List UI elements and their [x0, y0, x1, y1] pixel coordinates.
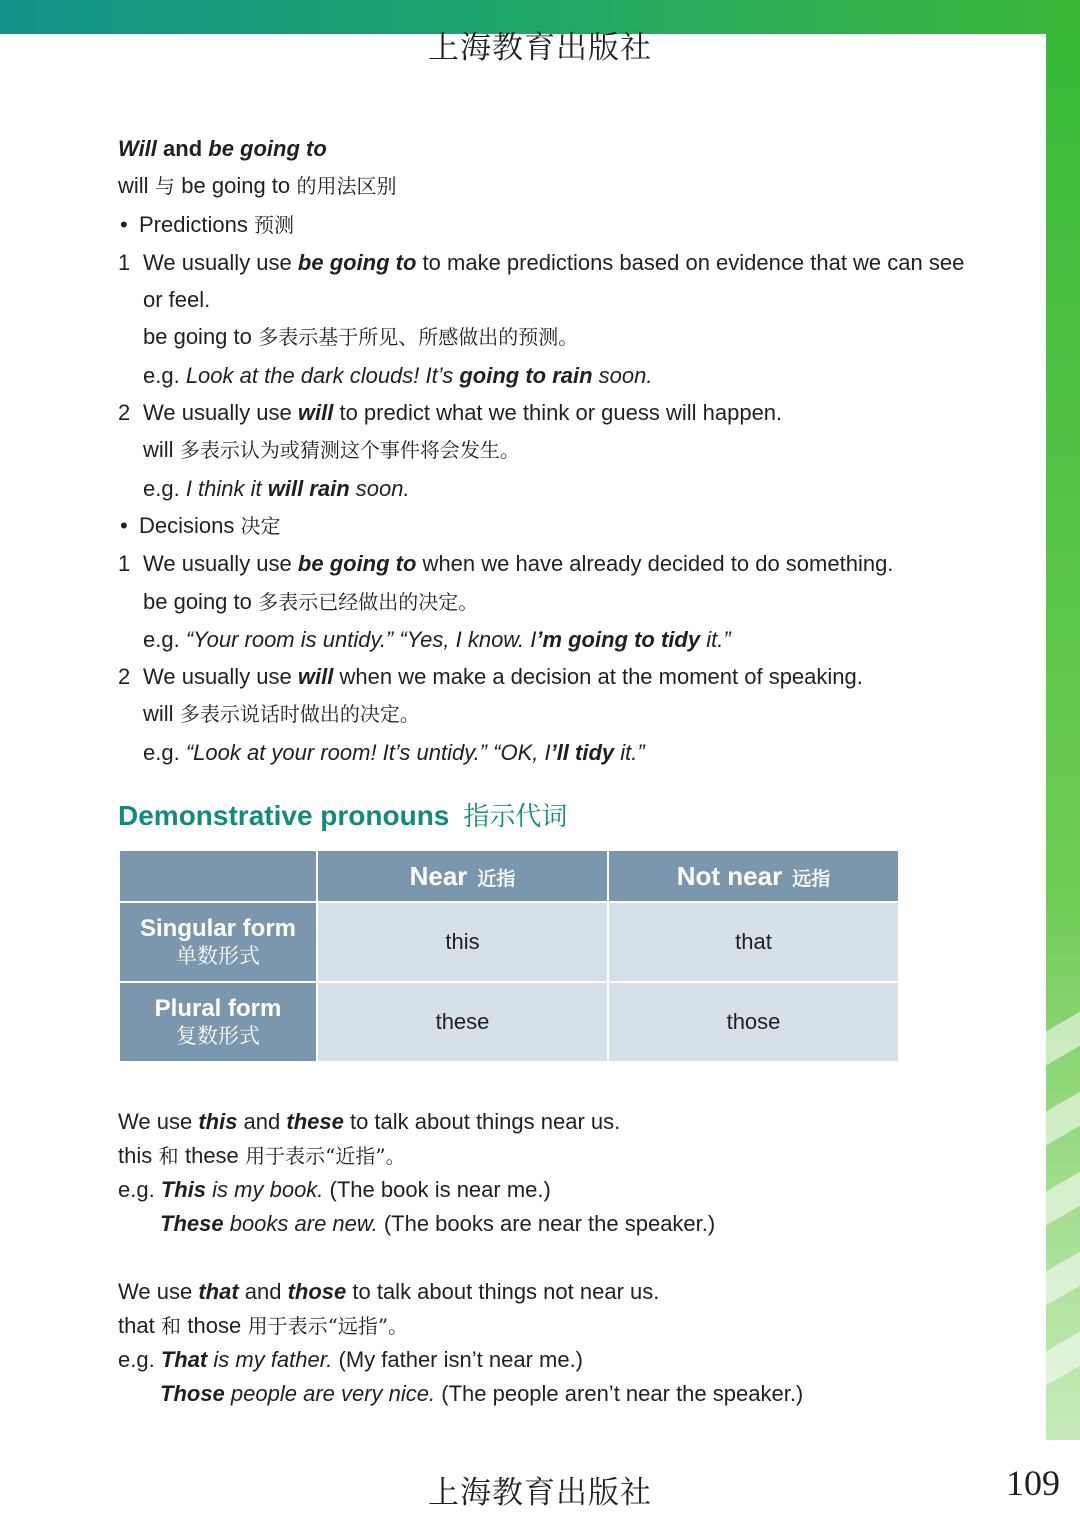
table-row [119, 982, 899, 1062]
decisions-bullet: • Decisions 决定 [120, 512, 281, 538]
side-color-bar [1046, 34, 1080, 1440]
prediction-example-2: e.g. I think it will rain soon. [143, 475, 410, 501]
cell-plural-far: those [608, 982, 899, 1062]
predictions-bullet: • Predictions 预测 [120, 211, 294, 237]
far-rule-zh: that 和 those 用于表示“远指”。 [118, 1313, 409, 1338]
grammar-section [118, 130, 1008, 771]
near-rule: We use this and these to talk about things near us. [118, 1109, 621, 1134]
grammar-title: Will and be going to [118, 136, 327, 161]
prediction-rule-1-zh: be going to 多表示基于所见、所感做出的预测。 [143, 324, 579, 350]
far-explanation [118, 1275, 1018, 1411]
decision-example-2: e.g. “Look at your room! It’s untidy.” “OK, I’ll tidy it.” [143, 739, 645, 765]
prediction-example-1: e.g. Look at the dark clouds! It’s going to rain soon. [143, 362, 653, 388]
near-example-2: These books are new. (The books are near the speaker.) [160, 1211, 716, 1236]
cell-singular-near: this [317, 902, 608, 982]
header-near: Near 近指 [317, 850, 608, 902]
table-header-row [119, 850, 899, 902]
prediction-rule-1: 1 We usually use be going to to make predictions based on evidence that we can see [118, 249, 965, 275]
table-row [119, 902, 899, 982]
side-stripe [1046, 1157, 1080, 1226]
far-example-2: Those people are very nice. (The people aren’t near the speaker.) [160, 1381, 804, 1406]
side-stripe [1046, 1317, 1080, 1386]
prediction-rule-1-cont: or feel. [143, 287, 211, 313]
far-example-1: e.g. That is my father. (My father isn’t near me.) [118, 1347, 584, 1372]
near-explanation [118, 1105, 1018, 1241]
grammar-subtitle: will 与 be going to 的用法区别 [118, 173, 397, 199]
publisher-watermark-top: 上海教育出版社 [428, 30, 652, 66]
cell-singular-far: that [608, 902, 899, 982]
row-header-plural: Plural form 复数形式 [119, 982, 317, 1062]
cell-plural-near: these [317, 982, 608, 1062]
header-not-near: Not near 远指 [608, 850, 899, 902]
decision-rule-1: 1 We usually use be going to when we have already decided to do something. [118, 551, 894, 577]
publisher-watermark-bottom: 上海教育出版社 [428, 1475, 652, 1511]
near-example-1: e.g. This is my book. (The book is near me.) [118, 1177, 551, 1202]
row-header-singular: Singular form 单数形式 [119, 902, 317, 982]
page-number: 109 [1006, 1463, 1060, 1503]
side-stripe [1046, 1237, 1080, 1306]
demonstratives-table [118, 849, 900, 1063]
section-title: Demonstrative pronouns 指示代词 [118, 800, 568, 832]
prediction-rule-2-zh: will 多表示认为或猜测这个事件将会发生。 [143, 437, 520, 463]
decision-rule-1-zh: be going to 多表示已经做出的决定。 [143, 588, 479, 614]
side-stripe [1046, 1077, 1080, 1146]
decision-example-1: e.g. “Your room is untidy.” “Yes, I know. I’m going to tidy it.” [143, 626, 731, 652]
table-corner [119, 850, 317, 902]
decision-rule-2-zh: will 多表示说话时做出的决定。 [143, 701, 420, 727]
far-rule: We use that and those to talk about things not near us. [118, 1279, 660, 1304]
side-stripe [1046, 997, 1080, 1066]
prediction-rule-2: 2 We usually use will to predict what we think or guess will happen. [118, 400, 783, 426]
decision-rule-2: 2 We usually use will when we make a decision at the moment of speaking. [118, 664, 863, 690]
near-rule-zh: this 和 these 用于表示“近指”。 [118, 1143, 406, 1168]
